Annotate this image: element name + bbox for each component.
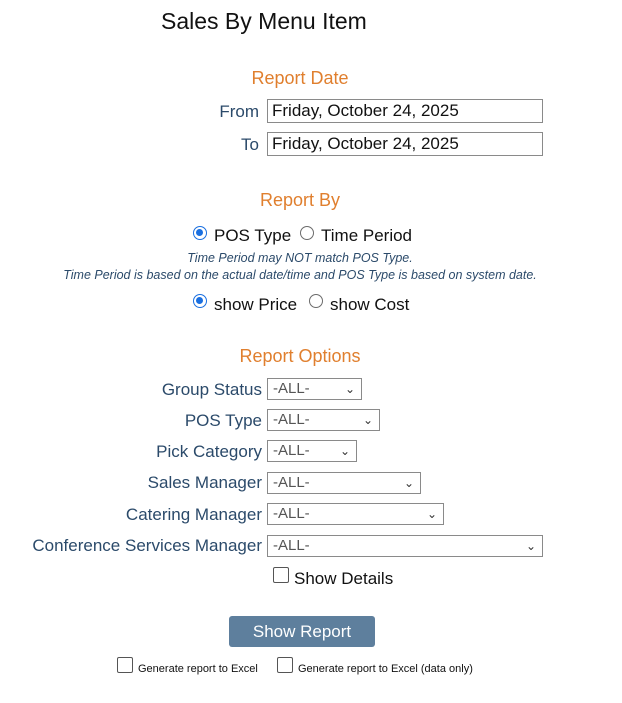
conference-services-manager-value: -ALL- (273, 537, 310, 554)
time-period-radio[interactable] (300, 226, 314, 240)
pos-type-value: -ALL- (273, 411, 310, 428)
from-label: From (219, 102, 259, 121)
pick-category-select[interactable] (267, 440, 357, 462)
chevron-down-icon: ⌄ (362, 413, 373, 427)
catering-manager-select[interactable] (267, 503, 444, 525)
chevron-down-icon: ⌄ (426, 507, 437, 521)
chevron-down-icon: ⌄ (403, 476, 414, 490)
conference-services-manager-select[interactable] (267, 535, 543, 557)
show-price-radio[interactable] (193, 294, 207, 308)
pick-category-label: Pick Category (156, 442, 262, 461)
group-status-value: -ALL- (273, 380, 310, 397)
excel-checkbox[interactable] (117, 657, 133, 673)
excel-data-only-label: Generate report to Excel (data only) (298, 663, 473, 675)
chevron-down-icon: ⌄ (525, 539, 536, 553)
report-by-note-2: Time Period is based on the actual date/time and POS Type is based on system date. (63, 268, 537, 282)
show-cost-label: show Cost (330, 295, 410, 314)
pos-type-radio-label: POS Type (214, 226, 292, 245)
excel-data-only-checkbox[interactable] (277, 657, 293, 673)
report-by-note-1: Time Period may NOT match POS Type. (187, 251, 413, 265)
pos-type-select[interactable] (267, 409, 380, 431)
report-date-heading: Report Date (251, 68, 349, 88)
sales-manager-value: -ALL- (273, 474, 310, 491)
show-price-label: show Price (214, 295, 298, 314)
pick-category-value: -ALL- (273, 442, 310, 459)
group-status-select[interactable] (267, 378, 362, 400)
catering-manager-label: Catering Manager (125, 505, 262, 524)
chevron-down-icon: ⌄ (339, 444, 350, 458)
group-status-label: Group Status (161, 380, 262, 399)
sales-manager-select[interactable] (267, 472, 421, 494)
to-date-input[interactable] (267, 132, 543, 156)
conference-services-manager-label: Conference Services Manager (32, 536, 262, 555)
excel-label: Generate report to Excel (138, 663, 258, 675)
pos-type-radio[interactable] (193, 226, 207, 240)
from-date-input[interactable] (267, 99, 543, 123)
sales-manager-label: Sales Manager (147, 473, 262, 492)
chevron-down-icon: ⌄ (344, 382, 355, 396)
report-options-heading: Report Options (239, 346, 361, 366)
catering-manager-value: -ALL- (273, 505, 310, 522)
page-title: Sales By Menu Item (161, 8, 367, 34)
report-by-heading: Report By (259, 190, 341, 210)
show-details-checkbox[interactable] (273, 567, 289, 583)
show-details-label: Show Details (294, 569, 394, 588)
pos-type-label: POS Type (184, 411, 262, 430)
time-period-radio-label: Time Period (321, 226, 413, 245)
show-cost-radio[interactable] (309, 294, 323, 308)
show-report-button[interactable]: Show Report (229, 616, 375, 647)
to-label: To (241, 135, 259, 154)
